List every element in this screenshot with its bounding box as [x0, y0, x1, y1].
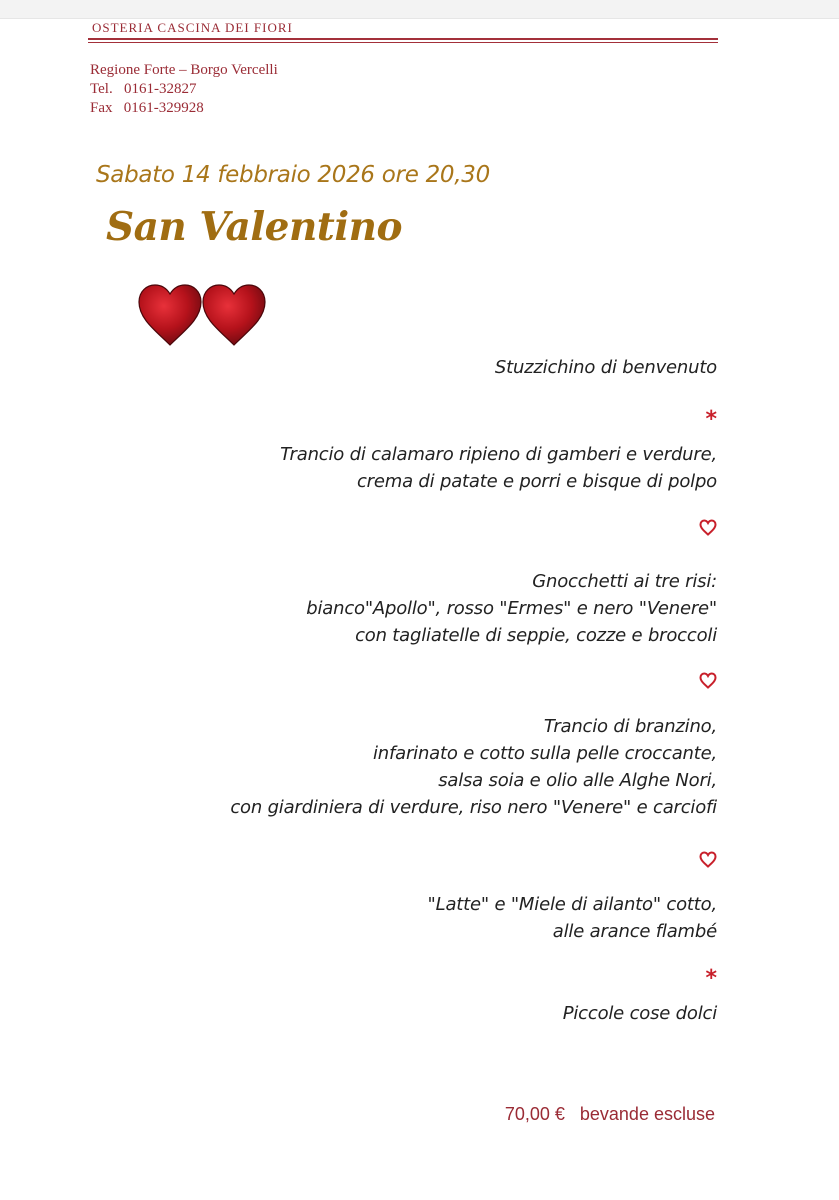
address: Regione Forte – Borgo Vercelli — [90, 62, 278, 78]
price-note: bevande escluse — [579, 1104, 715, 1124]
heart-outline-icon — [699, 519, 717, 536]
heart-outline-icon — [699, 672, 717, 689]
course-starter: Trancio di calamaro ripieno di gamberi e verdure, crema di patate e porri e bisque di polpo — [280, 444, 717, 492]
fax-line — [90, 99, 278, 118]
top-bar — [0, 0, 839, 19]
tel-number: 0161-32827 — [123, 81, 197, 97]
price-line — [505, 1104, 715, 1125]
header-rule-thin — [88, 42, 718, 43]
heart-separator — [150, 515, 717, 541]
course-main: Trancio di branzino, infarinato e cotto sulla pelle croccante, salsa soia e olio alle Alghe Nori, con giardiniera di verdure, riso nero "Venere" e carciofi — [230, 716, 717, 818]
event-title: San Valentino — [106, 204, 402, 250]
asterisk-separator: * — [705, 407, 717, 432]
contact-block — [90, 61, 278, 118]
heart-outline-icon — [699, 851, 717, 868]
course-petits-fours: Piccole cose dolci — [562, 1003, 717, 1024]
course-welcome: Stuzzichino di benvenuto — [494, 357, 717, 378]
tel-line — [90, 80, 278, 99]
course-first: Gnocchetti ai tre risi: bianco"Apollo", rosso "Ermes" e nero "Venere" con tagliatelle di seppie, cozze e broccoli — [306, 571, 717, 646]
fax-label: Fax — [90, 100, 113, 116]
asterisk-separator: * — [705, 966, 717, 991]
header-rule — [88, 38, 718, 40]
course-dessert: "Latte" e "Miele di ailanto" cotto, alle arance flambé — [427, 894, 717, 942]
heart-separator — [150, 668, 717, 694]
menu — [150, 354, 717, 1027]
price-amount: 70,00 € — [504, 1104, 565, 1124]
heart-separator — [150, 847, 717, 873]
fax-number: 0161-329928 — [123, 100, 204, 116]
heart-left-icon — [139, 285, 201, 345]
heart-right-icon — [203, 285, 265, 345]
double-heart-decoration — [136, 283, 268, 347]
event-date-time: Sabato 14 febbraio 2026 ore 20,30 — [96, 162, 490, 188]
tel-label: Tel. — [90, 81, 113, 97]
restaurant-name: OSTERIA CASCINA DEI FIORI — [92, 20, 293, 35]
